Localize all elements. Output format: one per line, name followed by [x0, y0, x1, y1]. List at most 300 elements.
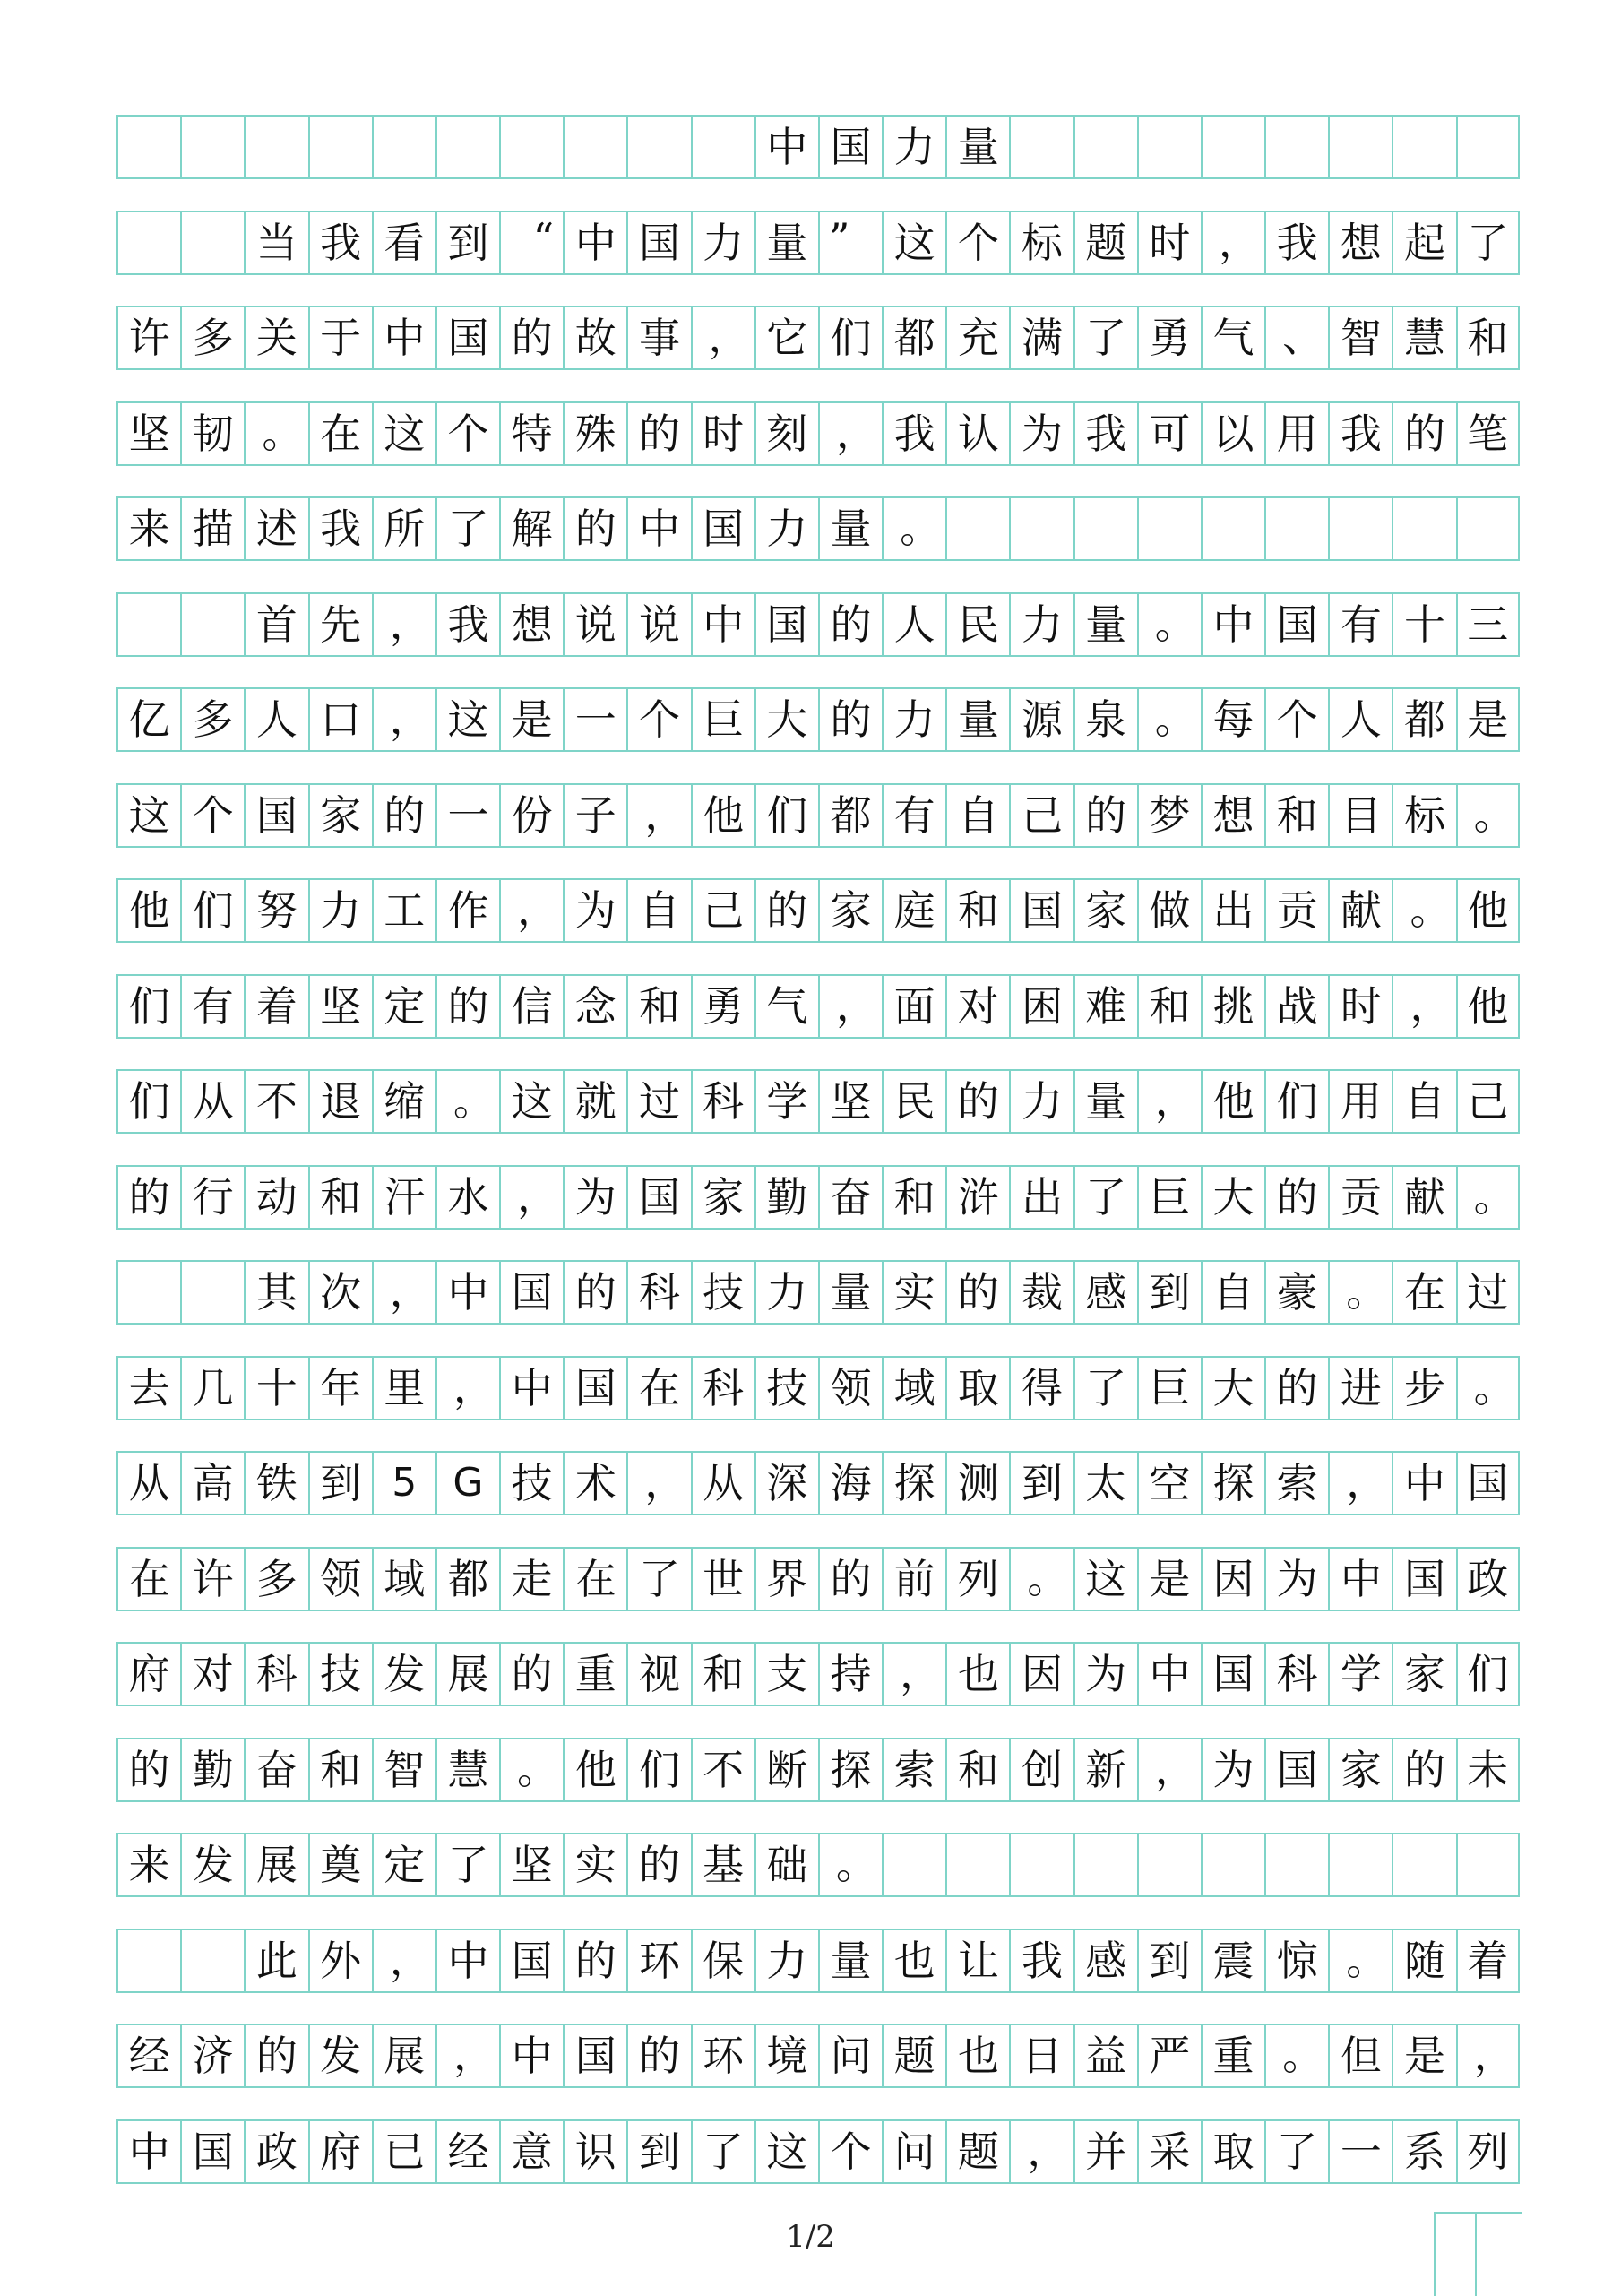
grid-cell-empty	[180, 117, 244, 177]
grid-cell-char: 一	[435, 785, 499, 846]
grid-cell-char: 5	[372, 1453, 435, 1514]
grid-cell-char: 坚	[818, 1071, 882, 1132]
grid-cell-empty	[1456, 498, 1520, 559]
grid-cell-char: 面	[882, 976, 945, 1037]
text-row	[116, 1929, 1520, 1993]
grid-cell-char: 的	[372, 785, 435, 846]
grid-cell-char: 己	[1456, 1071, 1520, 1132]
grid-cell-char: ，	[1137, 1739, 1201, 1800]
grid-cell-char: 境	[754, 2025, 818, 2086]
grid-cell-char: 人	[882, 594, 945, 655]
grid-cell-char: 为	[1009, 403, 1073, 464]
grid-cell-char: 个	[180, 785, 244, 846]
grid-cell-char: 充	[945, 307, 1009, 368]
grid-cell-char: 的	[1073, 785, 1137, 846]
grid-cell-char: 都	[1392, 689, 1455, 750]
grid-cell-char: 我	[1264, 212, 1328, 273]
grid-cell-char: 题	[882, 2025, 945, 2086]
grid-cell-char: 中	[1137, 1644, 1201, 1705]
grid-cell-char: 大	[1201, 1167, 1264, 1228]
grid-cell-char: 韧	[180, 403, 244, 464]
grid-cell-char: 以	[1201, 403, 1264, 464]
text-row	[116, 306, 1520, 370]
grid-cell-empty	[1456, 117, 1520, 177]
grid-cell-char: 想	[499, 594, 563, 655]
grid-cell-char: 浒	[945, 1167, 1009, 1228]
grid-cell-empty	[1137, 1834, 1201, 1895]
grid-cell-char: 退	[308, 1071, 372, 1132]
grid-cell-char: 界	[754, 1549, 818, 1610]
grid-cell-empty	[1201, 117, 1264, 177]
grid-cell-char: 每	[1201, 689, 1264, 750]
grid-cell-char: 。	[499, 1739, 563, 1800]
grid-cell-char: 力	[882, 117, 945, 177]
grid-cell-char: 自	[626, 880, 690, 941]
grid-cell-char: 和	[1456, 307, 1520, 368]
grid-cell-char: 中	[372, 307, 435, 368]
text-row	[116, 974, 1520, 1039]
grid-cell-char: 力	[1009, 1071, 1073, 1132]
grid-cell-char: 系	[1392, 2121, 1455, 2182]
grid-cell-char: 梦	[1137, 785, 1201, 846]
grid-cell-empty	[1392, 498, 1455, 559]
grid-cell-char: 到	[1137, 1262, 1201, 1323]
grid-cell-char: 识	[563, 2121, 626, 2182]
grid-cell-char: 量	[1073, 594, 1137, 655]
grid-cell-char: 在	[116, 1549, 180, 1610]
grid-cell-char: 国	[818, 117, 882, 177]
grid-cell-char: 有	[882, 785, 945, 846]
grid-cell-char: 了	[1264, 2121, 1328, 2182]
grid-cell-char: 故	[563, 307, 626, 368]
grid-cell-char: 础	[754, 1834, 818, 1895]
grid-cell-char: 过	[1456, 1262, 1520, 1323]
grid-cell-char: 时	[1328, 976, 1392, 1037]
grid-cell-char: 实	[882, 1262, 945, 1323]
text-row	[116, 1451, 1520, 1515]
grid-cell-char: 题	[945, 2121, 1009, 2182]
grid-cell-char: 国	[626, 212, 690, 273]
grid-cell-char: 探	[882, 1453, 945, 1514]
grid-cell-char: ，	[372, 594, 435, 655]
grid-cell-char: 我	[435, 594, 499, 655]
text-row	[116, 783, 1520, 848]
grid-cell-char: 前	[882, 1549, 945, 1610]
grid-cell-char: 术	[563, 1453, 626, 1514]
grid-cell-char: 勤	[180, 1739, 244, 1800]
grid-cell-char: 献	[1328, 880, 1392, 941]
grid-cell-empty	[945, 498, 1009, 559]
grid-cell-char: 定	[372, 976, 435, 1037]
grid-cell-char: ，	[691, 307, 754, 368]
grid-cell-char: 目	[1328, 785, 1392, 846]
grid-cell-char: 在	[1392, 1262, 1455, 1323]
grid-cell-empty	[372, 117, 435, 177]
grid-cell-char: 努	[244, 880, 307, 941]
grid-cell-char: ，	[372, 1262, 435, 1323]
grid-cell-char: 时	[691, 403, 754, 464]
grid-cell-char: 裁	[1009, 1262, 1073, 1323]
grid-cell-char: 巨	[691, 689, 754, 750]
grid-cell-char: 的	[945, 1262, 1009, 1323]
grid-cell-char: 说	[563, 594, 626, 655]
grid-cell-char: 首	[244, 594, 307, 655]
grid-cell-char: 中	[626, 498, 690, 559]
grid-cell-char: 们	[116, 1071, 180, 1132]
grid-cell-char: 外	[308, 1930, 372, 1991]
grid-cell-char: 家	[308, 785, 372, 846]
grid-cell-char: 民	[882, 1071, 945, 1132]
grid-cell-char: 他	[1456, 880, 1520, 941]
grid-cell-empty	[1137, 498, 1201, 559]
grid-cell-empty	[1328, 498, 1392, 559]
grid-cell-char: 。	[1137, 689, 1201, 750]
grid-cell-char: 问	[882, 2121, 945, 2182]
grid-cell-char: 了	[1073, 1358, 1137, 1419]
grid-cell-char: 份	[499, 785, 563, 846]
grid-cell-char: 们	[754, 785, 818, 846]
grid-cell-char: 的	[754, 880, 818, 941]
grid-cell-char: G	[435, 1453, 499, 1514]
grid-cell-char: 力	[308, 880, 372, 941]
grid-cell-char: 技	[308, 1644, 372, 1705]
grid-cell-char: 他	[116, 880, 180, 941]
grid-cell-char: 府	[116, 1644, 180, 1705]
grid-cell-char: 了	[1073, 1167, 1137, 1228]
text-row	[116, 211, 1520, 275]
grid-cell-char: 来	[116, 1834, 180, 1895]
text-row	[116, 496, 1520, 561]
grid-cell-char: 家	[1328, 1739, 1392, 1800]
grid-cell-char: 年	[308, 1358, 372, 1419]
grid-cell-char: 深	[754, 1453, 818, 1514]
grid-cell-char: 对	[180, 1644, 244, 1705]
grid-cell-char: 民	[945, 594, 1009, 655]
grid-cell-char: 贡	[1264, 880, 1328, 941]
grid-cell-char: 量	[818, 498, 882, 559]
grid-cell-char: ，	[626, 1453, 690, 1514]
grid-cell-char: 到	[1009, 1453, 1073, 1514]
grid-cell-char: 断	[754, 1739, 818, 1800]
grid-cell-empty	[180, 1930, 244, 1991]
grid-cell-char: ，	[499, 1167, 563, 1228]
grid-cell-char: 和	[945, 1739, 1009, 1800]
grid-cell-char: 基	[691, 1834, 754, 1895]
grid-cell-char: 技	[691, 1262, 754, 1323]
grid-cell-char: 个	[818, 2121, 882, 2182]
grid-cell-char: 测	[945, 1453, 1009, 1514]
grid-cell-char: 让	[945, 1930, 1009, 1991]
grid-cell-char: 源	[1009, 689, 1073, 750]
grid-cell-char: 空	[1137, 1453, 1201, 1514]
grid-cell-char: 重	[1201, 2025, 1264, 2086]
grid-cell-char: 自	[1201, 1262, 1264, 1323]
grid-cell-char: 经	[435, 2121, 499, 2182]
grid-cell-char: 中	[116, 2121, 180, 2182]
grid-cell-char: 我	[1328, 403, 1392, 464]
grid-cell-char: 我	[1009, 1930, 1073, 1991]
grid-cell-char: 科	[1264, 1644, 1328, 1705]
grid-cell-char: 有	[1328, 594, 1392, 655]
grid-cell-char: 多	[180, 307, 244, 368]
grid-cell-char: ，	[499, 880, 563, 941]
text-row	[116, 1356, 1520, 1420]
grid-cell-char: 的	[626, 403, 690, 464]
grid-cell-char: 得	[1009, 1358, 1073, 1419]
grid-cell-char: 展	[435, 1644, 499, 1705]
grid-cell-char: 已	[372, 2121, 435, 2182]
grid-cell-char: 感	[1073, 1930, 1137, 1991]
grid-cell-char: 因	[1009, 1644, 1073, 1705]
grid-cell-empty	[882, 1834, 945, 1895]
grid-cell-char: 工	[372, 880, 435, 941]
grid-cell-char: 为	[563, 880, 626, 941]
grid-cell-char: 取	[1201, 2121, 1264, 2182]
grid-cell-char: 来	[116, 498, 180, 559]
grid-cell-char: 三	[1456, 594, 1520, 655]
grid-cell-char: 也	[882, 1930, 945, 1991]
grid-cell-char: 这	[116, 785, 180, 846]
grid-cell-char: 技	[499, 1453, 563, 1514]
grid-cell-char: 到	[308, 1453, 372, 1514]
grid-cell-empty	[1392, 1834, 1455, 1895]
grid-cell-char: 作	[435, 880, 499, 941]
grid-cell-char: 惊	[1264, 1930, 1328, 1991]
grid-cell-char: 去	[116, 1358, 180, 1419]
grid-cell-char: 他	[1456, 976, 1520, 1037]
grid-cell-char: 国	[626, 1167, 690, 1228]
grid-cell-char: 和	[1137, 976, 1201, 1037]
grid-cell-char: 中	[1201, 594, 1264, 655]
grid-cell-char: 个	[945, 212, 1009, 273]
grid-cell-char: 域	[372, 1549, 435, 1610]
grid-cell-char: 和	[308, 1167, 372, 1228]
grid-cell-char: 多	[180, 689, 244, 750]
grid-cell-char: 。	[435, 1071, 499, 1132]
grid-cell-empty	[1328, 117, 1392, 177]
grid-cell-char: 坚	[116, 403, 180, 464]
grid-cell-char: 的	[818, 1549, 882, 1610]
grid-cell-empty	[180, 594, 244, 655]
grid-cell-char: 的	[563, 498, 626, 559]
grid-cell-char: 关	[244, 307, 307, 368]
text-row	[116, 1738, 1520, 1802]
grid-cell-char: 做	[1137, 880, 1201, 941]
grid-cell-char: ，	[372, 689, 435, 750]
text-row	[116, 1642, 1520, 1706]
grid-cell-char: 为	[1201, 1739, 1264, 1800]
grid-cell-empty	[308, 117, 372, 177]
grid-cell-char: 技	[754, 1358, 818, 1419]
text-row	[116, 1833, 1520, 1897]
grid-cell-char: 里	[372, 1358, 435, 1419]
grid-cell-char: 口	[308, 689, 372, 750]
grid-cell-char: 学	[754, 1071, 818, 1132]
grid-cell-empty	[1328, 1834, 1392, 1895]
grid-cell-char: 重	[563, 1644, 626, 1705]
text-row	[116, 2119, 1520, 2184]
grid-cell-char: 的	[626, 1834, 690, 1895]
grid-cell-char: 勤	[754, 1167, 818, 1228]
grid-cell-char: 中	[1392, 1453, 1455, 1514]
grid-cell-char: 殊	[563, 403, 626, 464]
grid-cell-char: 。	[1456, 785, 1520, 846]
grid-cell-char: 府	[308, 2121, 372, 2182]
grid-cell-char: 高	[180, 1453, 244, 1514]
grid-cell-char: 他	[1201, 1071, 1264, 1132]
grid-cell-char: 力	[754, 1930, 818, 1991]
grid-cell-char: 索	[1264, 1453, 1328, 1514]
grid-cell-char: 先	[308, 594, 372, 655]
grid-cell-char: 域	[882, 1358, 945, 1419]
grid-cell-char: 国	[1456, 1453, 1520, 1514]
grid-cell-char: 。	[244, 403, 307, 464]
grid-cell-char: ，	[1137, 1071, 1201, 1132]
grid-cell-empty	[116, 117, 180, 177]
text-row	[116, 1260, 1520, 1325]
grid-cell-char: 巨	[1137, 1167, 1201, 1228]
grid-cell-char: 念	[563, 976, 626, 1037]
grid-cell-char: 许	[180, 1549, 244, 1610]
grid-cell-char: 震	[1201, 1930, 1264, 1991]
grid-cell-char: 为	[1073, 1644, 1137, 1705]
page-number: 1/2	[786, 2219, 835, 2255]
grid-cell-char: 太	[1073, 1453, 1137, 1514]
grid-cell-char: 大	[1201, 1358, 1264, 1419]
grid-cell-char: 。	[1456, 1358, 1520, 1419]
grid-cell-char: 中	[435, 1262, 499, 1323]
grid-cell-char: 。	[1009, 1549, 1073, 1610]
grid-cell-char: 中	[691, 594, 754, 655]
grid-cell-char: 想	[1328, 212, 1392, 273]
grid-cell-char: 解	[499, 498, 563, 559]
grid-cell-char: 的	[563, 1930, 626, 1991]
grid-cell-char: 的	[435, 976, 499, 1037]
grid-cell-char: 们	[626, 1739, 690, 1800]
grid-cell-char: 庭	[882, 880, 945, 941]
grid-cell-char: 智	[1328, 307, 1392, 368]
grid-cell-char: 慧	[435, 1739, 499, 1800]
grid-cell-char: 们	[116, 976, 180, 1037]
grid-cell-char: 们	[1456, 1644, 1520, 1705]
grid-cell-char: 是	[1137, 1549, 1201, 1610]
grid-cell-char: 几	[180, 1358, 244, 1419]
grid-cell-char: 汗	[372, 1167, 435, 1228]
grid-cell-char: 十	[1392, 594, 1455, 655]
grid-cell-char: 大	[754, 689, 818, 750]
grid-cell-char: 。	[1264, 2025, 1328, 2086]
grid-cell-char: 学	[1328, 1644, 1392, 1705]
grid-cell-char: 我	[308, 498, 372, 559]
grid-cell-char: 领	[308, 1549, 372, 1610]
grid-cell-char: 。	[1328, 1930, 1392, 1991]
grid-cell-char: 贡	[1328, 1167, 1392, 1228]
grid-cell-char: 亿	[116, 689, 180, 750]
grid-cell-char: 持	[818, 1644, 882, 1705]
grid-cell-char: 力	[754, 1262, 818, 1323]
grid-cell-char: 。	[1392, 880, 1455, 941]
title-row	[116, 115, 1520, 179]
grid-cell-char: 勇	[691, 976, 754, 1037]
grid-cell-char: ，	[1201, 212, 1264, 273]
grid-cell-char: 的	[818, 689, 882, 750]
grid-cell-char: 中	[499, 1358, 563, 1419]
grid-cell-char: 自	[945, 785, 1009, 846]
grid-cell-char: ，	[1392, 976, 1455, 1037]
grid-cell-char: 世	[691, 1549, 754, 1610]
grid-cell-char: 当	[244, 212, 307, 273]
grid-cell-char: 列	[945, 1549, 1009, 1610]
grid-cell-char: 创	[1009, 1739, 1073, 1800]
grid-cell-empty	[626, 117, 690, 177]
grid-cell-char: ，	[1328, 1453, 1392, 1514]
grid-cell-char: 感	[1073, 1262, 1137, 1323]
text-row	[116, 592, 1520, 657]
grid-cell-char: 视	[626, 1644, 690, 1705]
grid-cell-char: 力	[754, 498, 818, 559]
grid-cell-empty	[180, 1262, 244, 1323]
text-row	[116, 2024, 1520, 2088]
grid-cell-char: 水	[435, 1167, 499, 1228]
grid-cell-char: ，	[818, 976, 882, 1037]
text-row	[116, 878, 1520, 943]
grid-cell-char: 行	[180, 1167, 244, 1228]
grid-cell-char: 们	[180, 880, 244, 941]
grid-cell-char: 的	[626, 2025, 690, 2086]
grid-cell-char: 家	[1392, 1644, 1455, 1705]
grid-cell-char: 的	[116, 1167, 180, 1228]
grid-cell-char: 人	[1328, 689, 1392, 750]
grid-cell-char: 问	[818, 2025, 882, 2086]
grid-cell-char: 起	[1392, 212, 1455, 273]
grid-cell-char: 了	[691, 2121, 754, 2182]
grid-cell-char: ，	[626, 785, 690, 846]
grid-cell-char: 走	[499, 1549, 563, 1610]
grid-cell-char: 巨	[1137, 1358, 1201, 1419]
grid-cell-char: 国	[499, 1930, 563, 1991]
grid-cell-char: 中	[499, 2025, 563, 2086]
grid-cell-char: 用	[1328, 1071, 1392, 1132]
grid-cell-empty	[435, 117, 499, 177]
grid-cell-empty	[1073, 498, 1137, 559]
grid-cell-char: 己	[1009, 785, 1073, 846]
grid-cell-char: 不	[244, 1071, 307, 1132]
grid-cell-char: 并	[1073, 2121, 1137, 2182]
grid-cell-char: 其	[244, 1262, 307, 1323]
grid-cell-char: 难	[1073, 976, 1137, 1037]
grid-cell-char: 了	[435, 1834, 499, 1895]
grid-cell-empty	[116, 212, 180, 273]
grid-cell-char: 人	[244, 689, 307, 750]
grid-cell-char: 了	[1456, 212, 1520, 273]
grid-cell-char: 保	[691, 1930, 754, 1991]
grid-cell-char: 索	[882, 1739, 945, 1800]
grid-cell-char: 在	[308, 403, 372, 464]
grid-cell-char: 用	[1264, 403, 1328, 464]
grid-cell-empty	[116, 1930, 180, 1991]
grid-cell-empty	[244, 117, 307, 177]
grid-cell-char: 政	[1456, 1549, 1520, 1610]
grid-cell-empty	[1009, 498, 1073, 559]
grid-cell-char: 时	[1137, 212, 1201, 273]
grid-cell-char: ，	[435, 2025, 499, 2086]
grid-cell-char: 献	[1392, 1167, 1455, 1228]
grid-cell-char: 刻	[754, 403, 818, 464]
grid-cell-char: 气	[754, 976, 818, 1037]
grid-cell-char: 展	[372, 2025, 435, 2086]
grid-cell-char: 困	[1009, 976, 1073, 1037]
grid-cell-char: 中	[563, 212, 626, 273]
